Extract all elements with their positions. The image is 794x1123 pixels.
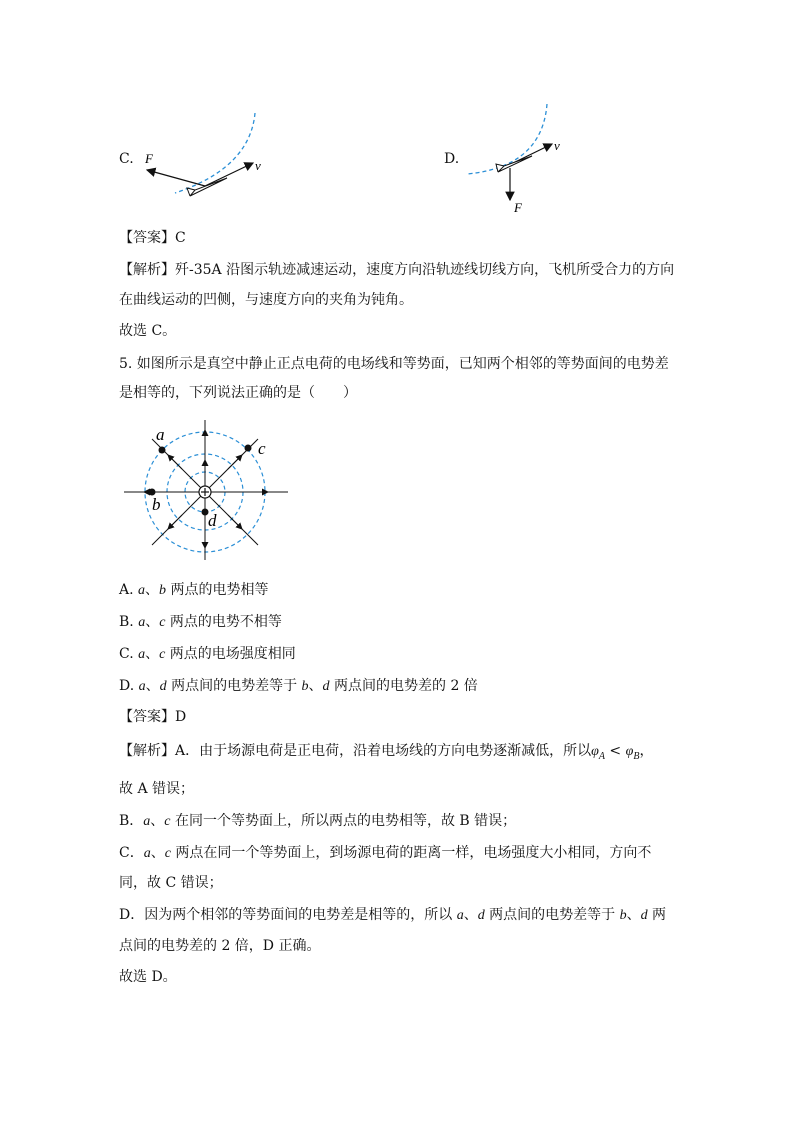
q5-option-d: D. a、d 两点间的电势差等于 b、d 两点间的电势差的 2 倍: [119, 678, 478, 694]
q4-analysis-line1: [119, 261, 674, 279]
option-d-label: D.: [444, 151, 460, 167]
q5-answer: [119, 708, 186, 726]
plane-icon: [187, 178, 227, 196]
label-b: b: [152, 495, 161, 514]
force-label: F: [145, 151, 153, 166]
q5-option-c: C. a、c 两点的电场强度相同: [119, 646, 296, 662]
point-c: [245, 445, 252, 452]
plane-icon: [496, 156, 532, 172]
answer-value: C: [175, 230, 186, 246]
velocity-label: v: [255, 158, 261, 173]
q5-analysis-c2: 同，故 C 错误；: [119, 875, 223, 891]
arrow-upright: [228, 455, 242, 469]
answer-tag: 【答案】: [119, 230, 175, 246]
option-d-figure: [462, 102, 572, 214]
q5-conclusion: 故选 D。: [119, 969, 177, 985]
label-a: a: [156, 425, 165, 444]
analysis-tag: 【解析】: [119, 743, 175, 759]
arrow-upleft: [168, 455, 182, 469]
q5-analysis-d1: D．因为两个相邻的等势面间的电势差是相等的，所以 a、d 两点间的电势差等于 b、d 两: [119, 907, 667, 923]
option-c-figure: [135, 108, 270, 208]
answer-value: D: [175, 709, 187, 725]
q5-option-a: A. a、b 两点的电势相等: [119, 582, 269, 598]
q5-stem-line1: 5. 如图所示是真空中静止正点电荷的电场线和等势面，已知两个相邻的等势面间的电势差: [119, 356, 669, 372]
q5-analysis-a1: 【解析】A．由于场源电荷是正电荷，沿着电场线的方向电势逐渐减低，所以$\varphi_A < \varphi_B$，: [119, 743, 654, 762]
force-label: F: [514, 200, 522, 214]
point-a: [159, 447, 166, 454]
analysis-tag: 【解析】: [119, 262, 175, 278]
q5-analysis-d2: 点间的电势差的 2 倍，D 正确。: [119, 938, 321, 954]
option-c-label: C.: [119, 151, 134, 167]
arrow-downright: [228, 515, 242, 529]
q4-analysis-line2: 在曲线运动的凹侧，与速度方向的夹角为钝角。: [119, 292, 413, 308]
label-d: d: [208, 511, 217, 530]
arrow-downleft: [168, 515, 182, 529]
q5-option-b: B. a、c 两点的电势不相等: [119, 614, 282, 630]
q5-analysis-a2: 故 A 错误；: [119, 781, 195, 797]
label-c: c: [258, 439, 266, 458]
q4-conclusion: 故选 C。: [119, 323, 177, 339]
trajectory-curve: [467, 104, 547, 174]
answer-tag: 【答案】: [119, 709, 175, 725]
velocity-label: v: [554, 138, 560, 153]
q5-stem-line2: 是相等的，下列说法正确的是（ ）: [119, 385, 357, 401]
q5-analysis-b: B．a、c 在同一个等势面上，所以两点的电势相等，故 B 错误；: [119, 813, 517, 829]
q5-analysis-c1: C．a、c 两点在同一个等势面上，到场源电荷的距离一样，电场强度大小相同，方向不: [119, 845, 652, 861]
force-arrow: [147, 170, 205, 186]
electric-field-figure: [122, 420, 290, 570]
analysis-text: 歼-35A 沿图示轨迹减速运动，速度方向沿轨迹线切线方向，飞机所受合力的方向: [175, 262, 675, 278]
q4-answer: [119, 229, 186, 247]
velocity-arrow: [205, 163, 253, 186]
